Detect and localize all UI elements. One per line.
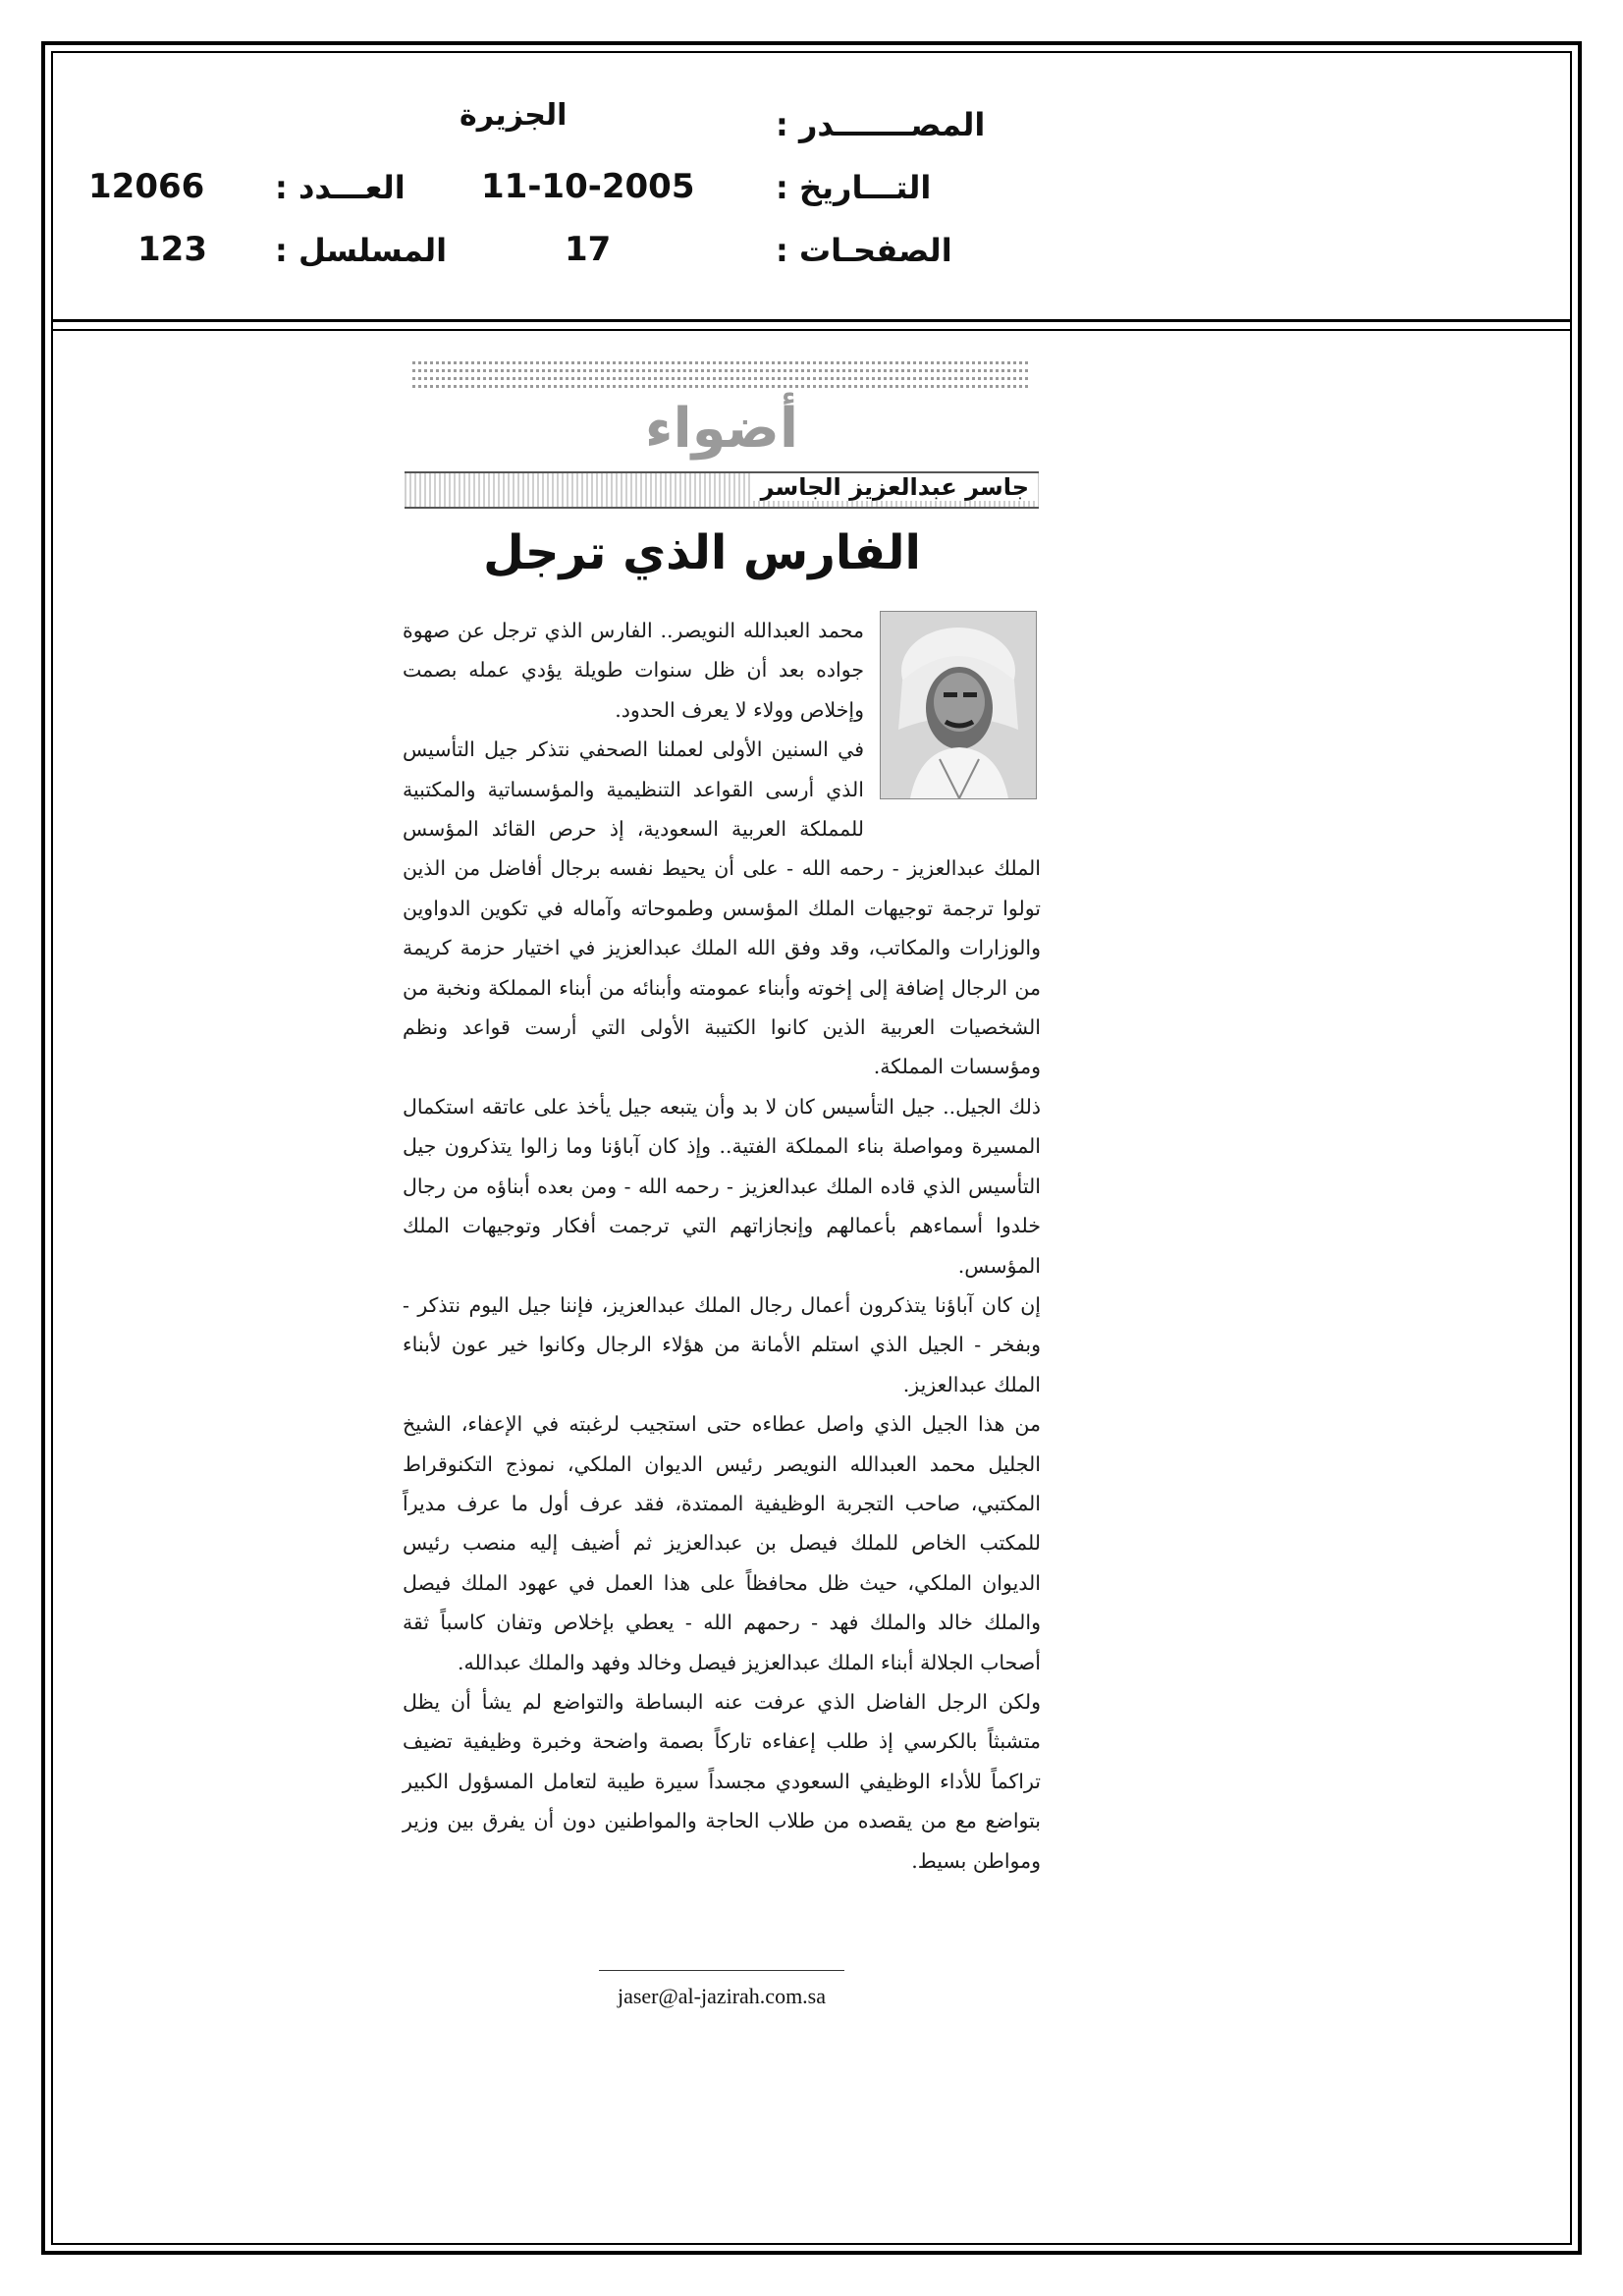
- halftone-stripe: [412, 377, 1031, 380]
- source-value: الجزيرة: [460, 98, 568, 133]
- issue-label: العـــدد :: [275, 169, 406, 206]
- date-label: التـــاريخ :: [776, 169, 932, 206]
- header-divider: [51, 319, 1572, 322]
- halftone-stripe: [412, 369, 1031, 372]
- paragraph: إن كان آباؤنا يتذكرون أعمال رجال الملك عبدالعزيز، فإننا جيل اليوم نتذكر - وبفخر - الجيل الذي استلم الأمانة من هؤلاء الرجال وكانوا خير عون لأبناء الملك عبدالعزيز.: [403, 1292, 1041, 1396]
- newspaper-clipping: [393, 354, 1051, 2023]
- email-divider: [599, 1970, 844, 1971]
- paragraph: محمد العبدالله النويصر.. الفارس الذي ترجل عن صهوة جواده بعد أن ظل سنوات طويلة يؤدي عمله بصمت وإخلاص وولاء لا يعرف الحدود.: [403, 619, 864, 722]
- author-email: jaser@al-jazirah.com.sa: [617, 1984, 827, 2008]
- paragraph: ولكن الرجل الفاضل الذي عرفت عنه البساطة والتواضع لم يشأ أن يظل متشبثاً بالكرسي إذ طلب إعفاءه تاركاً بصمة واضحة وخبرة وظيفية تضيف تراكماً للأداء الوظيفي السعودي مجسداً سيرة طيبة لتعامل المسؤول الكبير بتواضع مع من يقصده من طلاب الحاجة والمواطنين دون أن يفرق بين وزير ومواطن بسيط.: [403, 1689, 1041, 1873]
- source-label: المصـــــــدر :: [776, 106, 986, 143]
- article-body: [403, 611, 1041, 1881]
- issue-value: 12066: [88, 167, 205, 206]
- halftone-stripe: [412, 385, 1031, 388]
- paragraph: في السنين الأولى لعملنا الصحفي نتذكر جيل التأسيس الذي أرسى القواعد التنظيمية والمؤسساتية والمكتبية للمملكة العربية السعودية، إذ حرص القائد المؤسس الملك عبدالعزيز - رحمه الله - على أن يحيط نفسه برجال أفاضل من الذين تولوا ترجمة توجيهات الملك المؤسس وطموحاته وآماله في تكوين الدواوين والوزارات والمكاتب، وقد وفق الله الملك عبدالعزيز في اختيار حزمة كريمة من الرجال إضافة إلى إخوته وأبناء عمومته وأبنائه من أبناء المملكة ونخبة من الشخصيات العربية الذين كانوا الكتيبة الأولى التي أرست قواعد ونظم ومؤسسات المملكة.: [403, 738, 1041, 1079]
- serial-value: 123: [137, 230, 207, 269]
- section-logo: أضواء: [644, 397, 799, 461]
- serial-label: المسلسل :: [275, 232, 448, 269]
- header-divider-inner: [51, 329, 1572, 331]
- author-name: جاسر عبدالعزيز الجاسر: [753, 473, 1037, 501]
- pages-label: الصفحـات :: [776, 232, 952, 269]
- pages-value: 17: [565, 230, 612, 269]
- halftone-stripe: [412, 361, 1031, 364]
- paragraph: ذلك الجيل.. جيل التأسيس كان لا بد وأن يتبعه جيل يأخذ على عاتقه استكمال المسيرة ومواصلة بناء المملكة الفتية.. وإذ كان آباؤنا وما زالوا يتذكرون جيل التأسيس الذي قاده الملك عبدالعزيز - رحمه الله - ومن بعده أبناؤه من رجال خلدوا أسماءهم بأعمالهم وإنجازاتهم التي ترجمت أفكار وتوجيهات الملك المؤسس.: [403, 1094, 1041, 1278]
- date-value: 11-10-2005: [481, 167, 695, 206]
- paragraph: من هذا الجيل الذي واصل عطاءه حتى استجيب لرغبته في الإعفاء، الشيخ الجليل محمد العبدالله النويصر رئيس الديوان الملكي، نموذج التكنوقراط المكتبي، صاحب التجربة الوظيفية الممتدة، فقد عرف أول ما عرف مديراً للمكتب الخاص للملك فيصل بن عبدالعزيز ثم أضيف إليه منصب رئيس الديوان الملكي، حيث ظل محافظاً على هذا العمل في عهود الملك فيصل والملك خالد والملك فهد - رحمهم الله - يعطي بإخلاص وتفان كاسباً ثقة أصحاب الجلالة أبناء الملك عبدالعزيز فيصل وخالد وفهد والملك عبدالله.: [403, 1412, 1041, 1674]
- photo-spacer: [864, 611, 1041, 821]
- article-title: الفارس الذي ترجل: [483, 525, 921, 580]
